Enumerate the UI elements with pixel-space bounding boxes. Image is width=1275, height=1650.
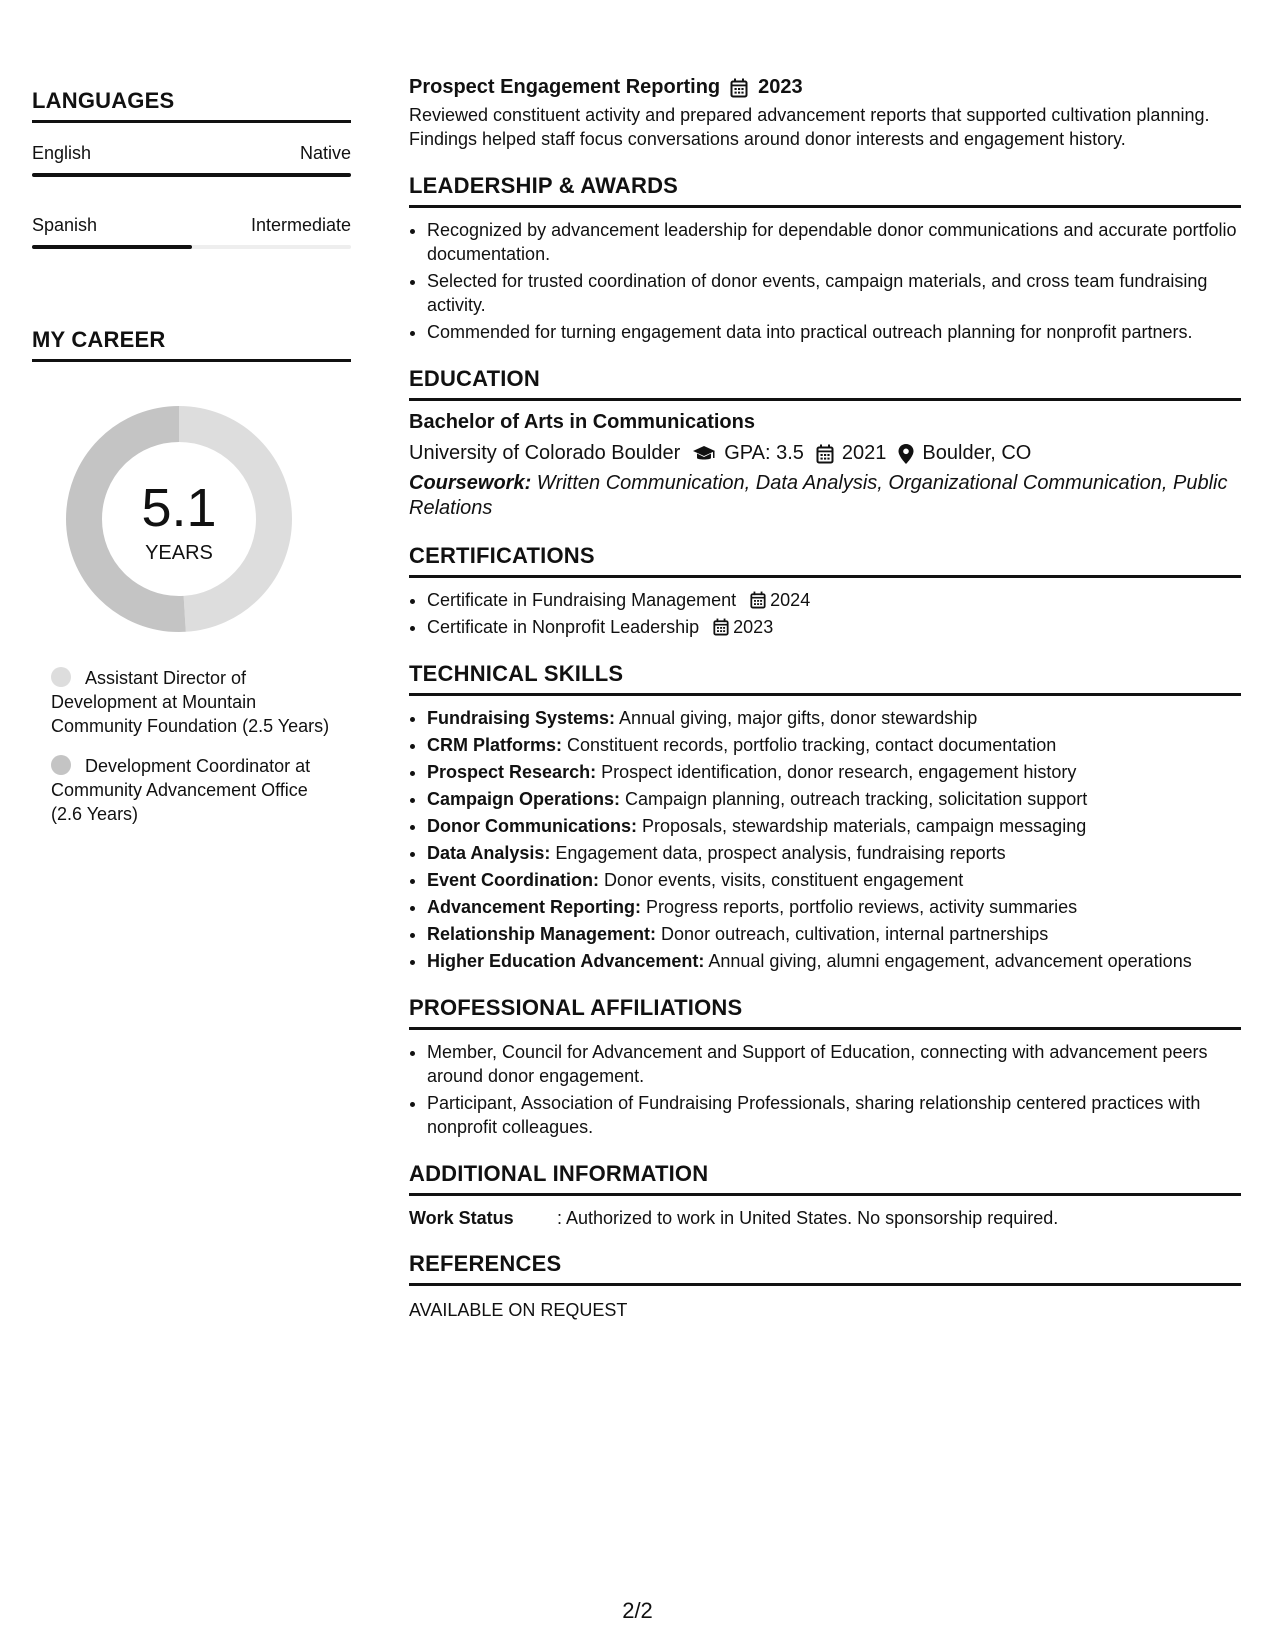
skill-label: Fundraising Systems: <box>427 708 616 728</box>
calendar-icon <box>816 444 834 464</box>
language-level: Intermediate <box>250 215 351 235</box>
career-donut-chart <box>66 406 292 632</box>
skill-item <box>427 814 1241 838</box>
school-location: Boulder, CO <box>922 442 1032 464</box>
education-section <box>409 366 1241 521</box>
coursework-text: Written Communication, Data Analysis, Organizational Communication, Public Relations <box>409 472 1228 519</box>
skill-text: Proposals, stewardship materials, campaign messaging <box>637 816 1087 836</box>
language-level-bar <box>32 245 351 249</box>
skill-label: Donor Communications: <box>427 816 637 836</box>
skill-text: Donor outreach, cultivation, internal partnerships <box>656 924 1049 944</box>
graduation-year: 2021 <box>841 442 887 464</box>
language-level-fill <box>32 173 351 177</box>
list-item: • Member, Council for Advancement and Support of Education, connecting with advancement peers around donor engagement. <box>427 1040 1241 1088</box>
additional-info-section <box>409 1161 1241 1229</box>
legend-dot <box>51 755 71 775</box>
calendar-icon <box>730 78 748 98</box>
affiliations-list <box>409 1040 1241 1139</box>
affiliations-heading: PROFESSIONAL AFFILIATIONS <box>409 995 1241 1030</box>
skill-item <box>427 922 1241 946</box>
career-role <box>51 666 331 738</box>
project-title: Prospect Engagement Reporting <box>409 76 721 98</box>
skill-text: Donor events, visits, constituent engagement <box>599 870 964 890</box>
certification-name: • Certificate in Nonprofit Leadership <box>427 617 700 637</box>
list-item: • Commended for turning engagement data into practical outreach planning for nonprofit partners. <box>427 320 1241 344</box>
project-description: Reviewed constituent activity and prepared advancement reports that supported cultivation planning. Findings helped staff focus conversations around donor interests and engagement history. <box>409 105 1210 149</box>
skill-text: Campaign planning, outreach tracking, solicitation support <box>620 789 1088 809</box>
language-name: Spanish <box>32 215 98 235</box>
references-section <box>409 1251 1241 1321</box>
skill-label: Higher Education Advancement: <box>427 951 705 971</box>
career-role <box>51 754 331 826</box>
language-name: English <box>32 143 92 163</box>
leadership-heading: LEADERSHIP & AWARDS <box>409 173 1241 208</box>
page-number: 2/2 <box>622 1598 653 1623</box>
gpa: GPA: 3.5 <box>724 442 804 464</box>
coursework-label: Coursework: <box>409 472 532 494</box>
skill-label: Prospect Research: <box>427 762 597 782</box>
legend-dot <box>51 667 71 687</box>
skill-text: Annual giving, alumni engagement, advancement operations <box>704 951 1192 971</box>
skill-item <box>427 895 1241 919</box>
skill-text: Constituent records, portfolio tracking, contact documentation <box>562 735 1057 755</box>
leadership-section <box>409 173 1241 344</box>
skills-section <box>409 661 1241 973</box>
project-header <box>409 76 1241 99</box>
education-heading: EDUCATION <box>409 366 1241 401</box>
list-item <box>427 588 1241 612</box>
certifications-section <box>409 543 1241 639</box>
career-role-text: Development Coordinator at Community Advancement Office (2.6 Years) <box>51 756 311 824</box>
work-status-label: Work Status <box>409 1208 514 1228</box>
skill-item <box>427 949 1241 973</box>
skill-label: Data Analysis: <box>427 843 551 863</box>
certification-year: 2024 <box>770 590 811 610</box>
career-heading: MY CAREER <box>32 327 351 362</box>
work-status-row <box>409 1208 1241 1229</box>
graduation-cap-icon <box>692 445 716 463</box>
calendar-icon <box>750 591 766 609</box>
certifications-heading: CERTIFICATIONS <box>409 543 1241 578</box>
languages-heading: LANGUAGES <box>32 88 351 123</box>
skill-label: CRM Platforms: <box>427 735 563 755</box>
list-item: • Participant, Association of Fundraising Professionals, sharing relationship centered practices with nonprofit colleagues. <box>427 1091 1241 1139</box>
list-item <box>427 615 1241 639</box>
education-meta <box>409 442 1241 465</box>
references-text: AVAILABLE ON REQUEST <box>409 1300 628 1320</box>
career-years-unit: YEARS <box>145 542 213 564</box>
language-item <box>32 215 351 249</box>
skill-item <box>427 706 1241 730</box>
map-pin-icon <box>898 444 914 464</box>
right-column <box>409 76 1241 1321</box>
language-item <box>32 143 351 177</box>
calendar-icon <box>713 618 729 636</box>
skill-text: Prospect identification, donor research, engagement history <box>596 762 1077 782</box>
career-total-years: 5.1 <box>141 478 217 538</box>
skill-item <box>427 733 1241 757</box>
list-item: • Recognized by advancement leadership for dependable donor communications and accurate portfolio documentation. <box>427 218 1241 266</box>
career-role-list <box>51 666 331 826</box>
left-column <box>32 88 351 842</box>
language-level-fill <box>32 245 192 249</box>
language-level: Native <box>299 143 351 163</box>
coursework <box>409 471 1241 521</box>
additional-info-heading: ADDITIONAL INFORMATION <box>409 1161 1241 1196</box>
degree-title: Bachelor of Arts in Communications <box>409 411 755 433</box>
skill-label: Advancement Reporting: <box>427 897 642 917</box>
affiliations-section <box>409 995 1241 1139</box>
skill-text: Progress reports, portfolio reviews, activity summaries <box>641 897 1078 917</box>
leadership-list <box>409 218 1241 344</box>
project-year: 2023 <box>758 76 803 98</box>
references-heading: REFERENCES <box>409 1251 1241 1286</box>
skill-label: Campaign Operations: <box>427 789 621 809</box>
skills-list <box>409 706 1241 973</box>
list-item: • Selected for trusted coordination of donor events, campaign materials, and cross team fundraising activity. <box>427 269 1241 317</box>
career-role-text: Assistant Director of Development at Mountain Community Foundation (2.5 Years) <box>51 668 330 736</box>
work-status-value: : Authorized to work in United States. No sponsorship required. <box>557 1208 1059 1228</box>
skill-text: Engagement data, prospect analysis, fundraising reports <box>550 843 1006 863</box>
skill-item <box>427 760 1241 784</box>
skill-text: Annual giving, major gifts, donor stewardship <box>615 708 978 728</box>
skill-item <box>427 868 1241 892</box>
skill-item <box>427 841 1241 865</box>
certification-name: • Certificate in Fundraising Management <box>427 590 737 610</box>
skill-item <box>427 787 1241 811</box>
skill-label: Relationship Management: <box>427 924 657 944</box>
school-name: University of Colorado Boulder <box>409 442 681 464</box>
skills-heading: TECHNICAL SKILLS <box>409 661 1241 696</box>
skill-label: Event Coordination: <box>427 870 599 890</box>
language-level-bar <box>32 173 351 177</box>
certification-year: 2023 <box>733 617 774 637</box>
certification-list <box>409 588 1241 639</box>
